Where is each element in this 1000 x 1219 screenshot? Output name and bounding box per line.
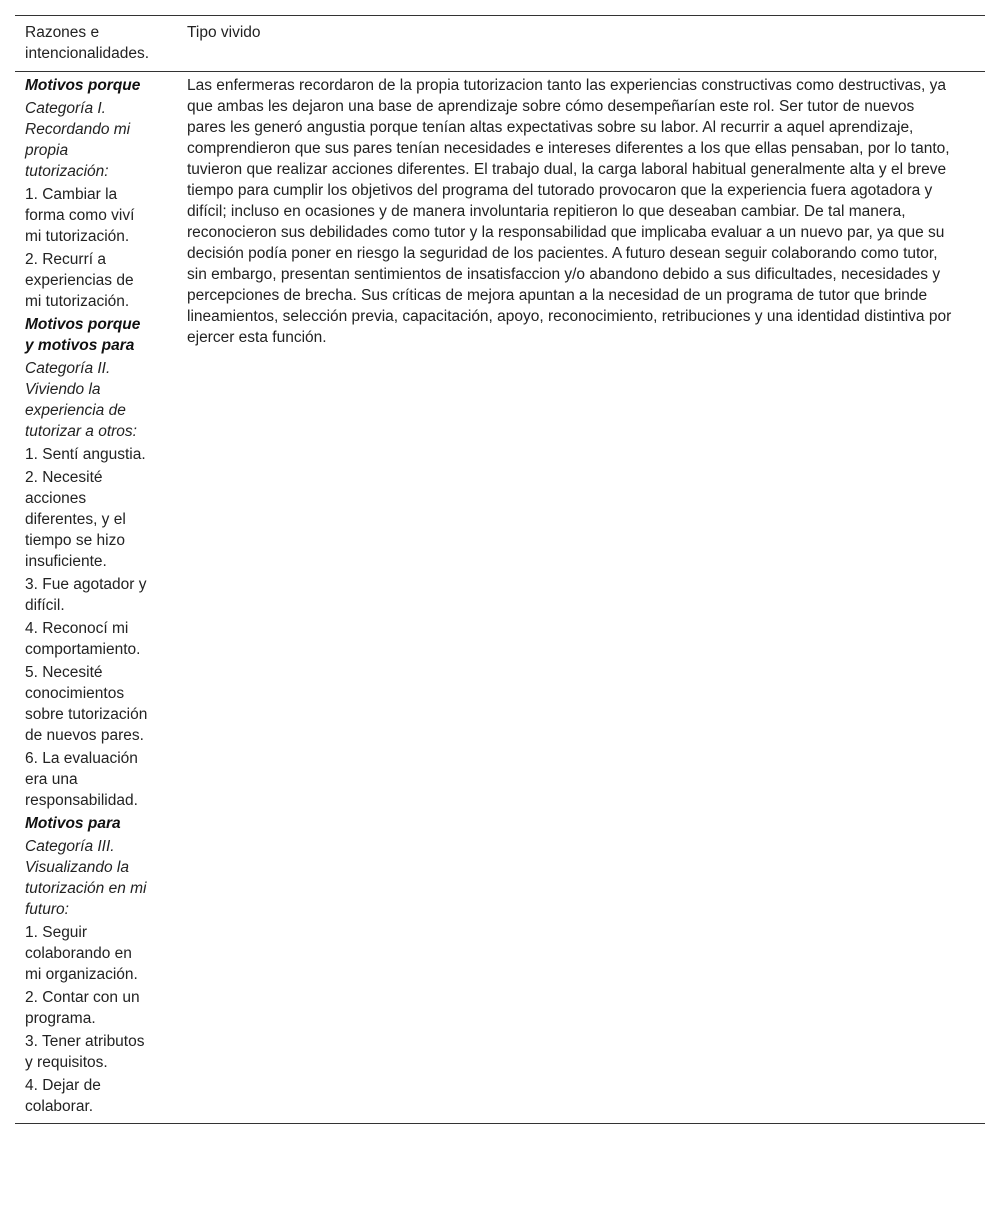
- section-motivos-porque: [25, 75, 149, 312]
- category-label: Categoría III. Visualizando la tutorización en mi futuro:: [25, 838, 147, 918]
- list-item: 1. Seguir colaborando en mi organización.: [25, 924, 138, 983]
- header-reasons: Razones e intencionalidades.: [25, 24, 150, 62]
- list-item: 2. Necesité acciones diferentes, y el tiempo se hizo insuficiente.: [25, 469, 126, 570]
- list-item: 1. Cambiar la forma como viví mi tutorización.: [25, 186, 135, 245]
- section-motivos-porque-y-para: [25, 314, 149, 811]
- list-item: 2. Recurrí a experiencias de mi tutorización.: [25, 251, 134, 310]
- list-item: 2. Contar con un programa.: [25, 989, 140, 1027]
- reasons-cell: [15, 75, 159, 1119]
- list-item: 6. La evaluación era una responsabilidad.: [25, 750, 138, 809]
- section-heading: Motivos porque y motivos para: [25, 316, 141, 354]
- list-item: 4. Dejar de colaborar.: [25, 1077, 101, 1115]
- section-motivos-para: [25, 813, 149, 1117]
- table-header-row: [15, 16, 985, 71]
- section-heading: Motivos para: [25, 815, 121, 832]
- header-lived-type: Tipo vivido: [187, 24, 261, 41]
- list-item: 1. Sentí angustia.: [25, 446, 146, 463]
- category-label: Categoría I. Recordando mi propia tutorización:: [25, 100, 131, 180]
- results-table: [15, 15, 985, 1124]
- narrative-paragraph: Las enfermeras recordaron de la propia tutorizacion tanto las experiencias constructivas como destructivas, ya que ambas les dejaron una base de aprendizaje sobre cómo desempeñarían este rol. Ser tutor de nuevos pares les generó angustia porque tenían altas expectativas sobre su labor. Al recurrir a aquel aprendizaje, comprendieron que sus pares tenían necesidades e intereses diferentes a los que ellas pensaban, por lo tanto, tuvieron que realizar acciones diferentes. El trabajo dual, la carga laboral habitual generalmente alta y el breve tiempo para cumplir los objetivos del programa del tutorado provocaron que la experiencia fuera agotadora y difícil; incluso en ocasiones y de manera involuntaria repitieron lo que deseaban cambiar. De tal manera, reconocieron sus debilidades como tutor y la responsabilidad que implicaba evaluar a un nuevo par, ya que su decisión podía poner en riesgo la seguridad de los pacientes. A futuro desean seguir colaborando como tutor, sin embargo, presentan sentimientos de insatisfaccion y/o abandono debido a sus dificultades, necesidades y percepciones de brecha. Sus críticas de mejora apuntan a la necesidad de un programa de tutor que brinde lineamientos, selección previa, capacitación, apoyo, reconocimiento, retribuciones y una identidad distintiva por ejercer esta función.: [187, 77, 952, 346]
- list-item: 3. Tener atributos y requisitos.: [25, 1033, 145, 1071]
- category-label: Categoría II. Viviendo la experiencia de tutorizar a otros:: [25, 360, 137, 440]
- section-heading: Motivos porque: [25, 77, 141, 94]
- table-bottom-rule: [15, 1123, 985, 1124]
- list-item: 5. Necesité conocimientos sobre tutorización de nuevos pares.: [25, 664, 148, 744]
- list-item: 3. Fue agotador y difícil.: [25, 576, 147, 614]
- lived-type-cell: [159, 75, 985, 1119]
- table-row: [15, 72, 985, 1123]
- list-item: 4. Reconocí mi comportamiento.: [25, 620, 141, 658]
